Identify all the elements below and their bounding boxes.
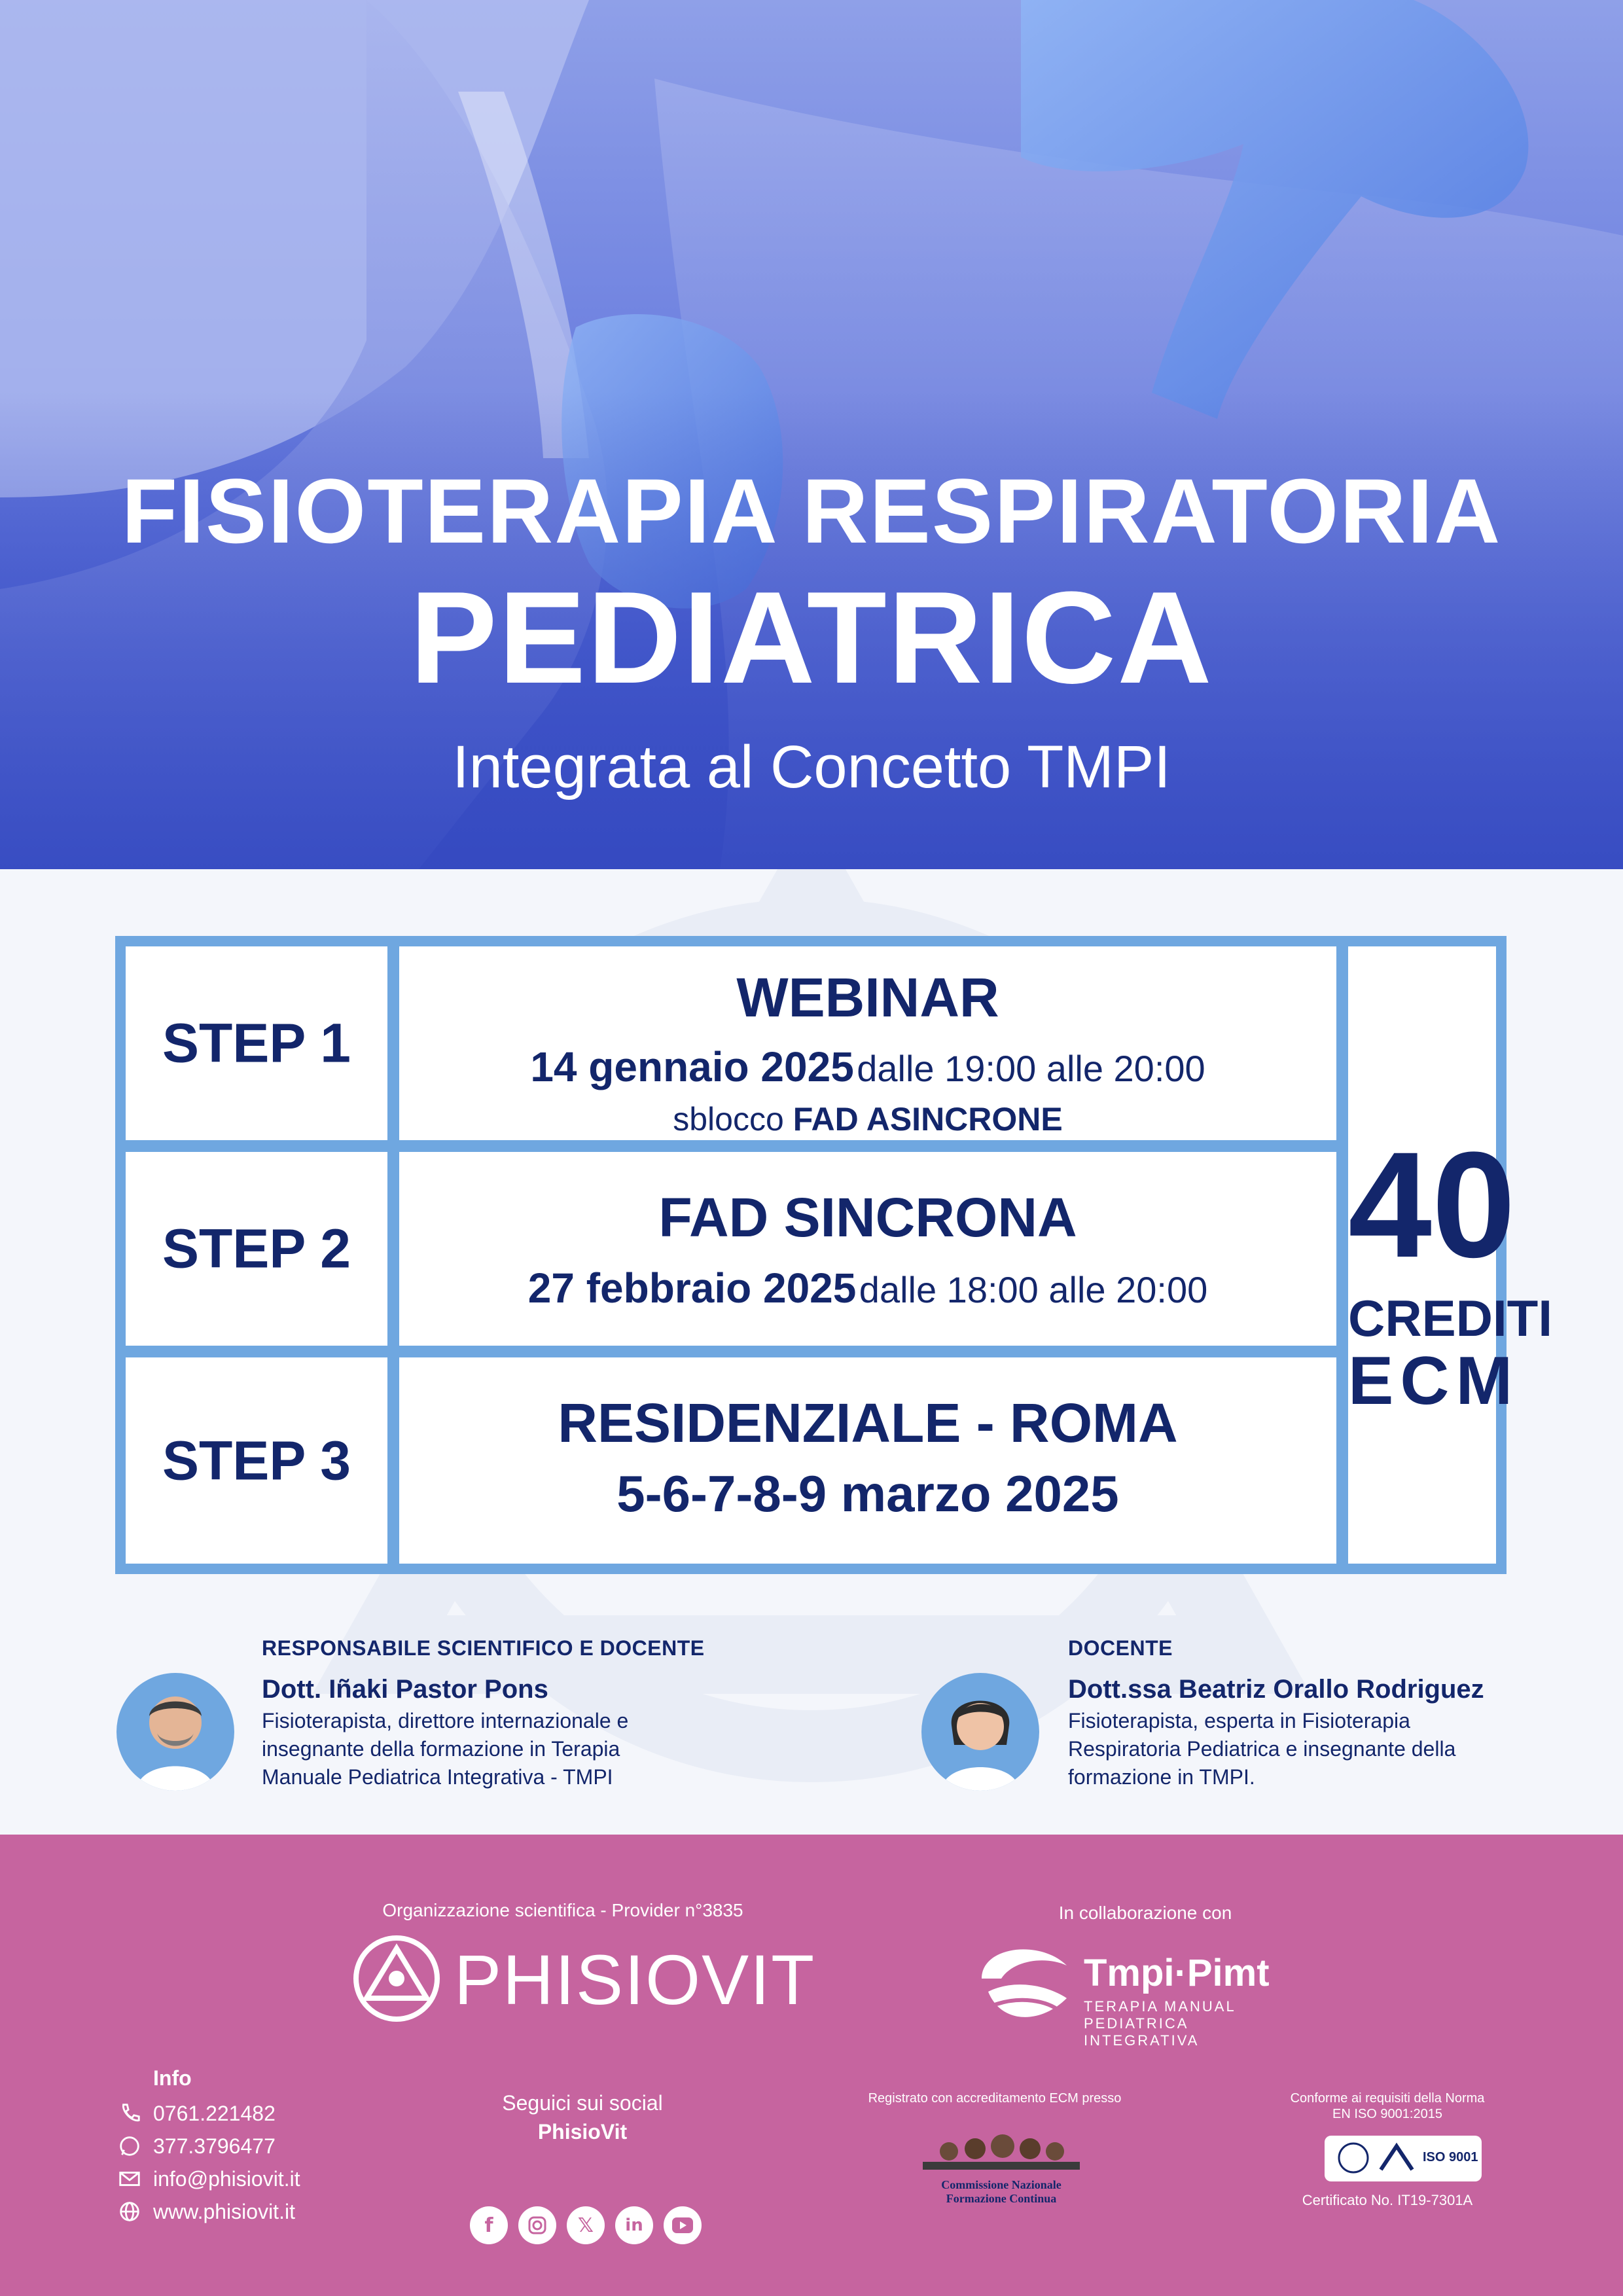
provider-label: Organizzazione scientifica - Provider n°3835 [382, 1900, 743, 1920]
teacher-1 [262, 1636, 705, 1792]
contact-block [115, 2066, 300, 2228]
email-icon [115, 2166, 144, 2191]
teacher-1-avatar [116, 1673, 234, 1791]
ecm-name-1: Commissione Nazionale [941, 2178, 1061, 2191]
tmpi-sub-1: TERAPIA MANUAL [1084, 1998, 1236, 2015]
step-2-cell [126, 1152, 387, 1346]
teacher-2-desc-line: formazione in TMPI. [1068, 1765, 1255, 1789]
step-1-note: FAD ASINCRONE [793, 1101, 1063, 1138]
teacher-2-name: Dott.ssa Beatriz Orallo Rodriguez [1068, 1675, 1484, 1704]
facebook-icon[interactable]: f [470, 2206, 508, 2244]
whatsapp-number[interactable]: 377.3796477 [153, 2134, 276, 2158]
teacher-2-desc-line: Fisioterapista, esperta in Fisioterapia [1068, 1709, 1410, 1732]
iso-label-1: Conforme ai requisiti della Norma [1290, 2091, 1485, 2106]
tmpi-logo-text: Tmpi·Pimt [1084, 1952, 1270, 1994]
website-link[interactable]: www.phisiovit.it [153, 2199, 295, 2223]
iso-badge-text: ISO 9001 [1423, 2150, 1478, 2164]
step-2-info [399, 1152, 1336, 1346]
collab-label: In collaborazione con [1058, 1903, 1232, 1923]
credits-cell [1348, 946, 1552, 1564]
teacher-1-desc-line: Manuale Pediatrica Integrativa - TMPI [262, 1765, 613, 1789]
step-3-date: 5-6-7-8-9 marzo 2025 [616, 1465, 1119, 1522]
iso-badge [1325, 2136, 1482, 2181]
teacher-1-desc-line: insegnante della formazione in Terapia [262, 1737, 620, 1761]
instagram-icon[interactable] [518, 2206, 556, 2244]
iso-label-2: EN ISO 9001:2015 [1332, 2107, 1442, 2121]
course-title-line1: FISIOTERAPIA RESPIRATORIA [121, 459, 1502, 562]
step-2-title: FAD SINCRONA [658, 1187, 1077, 1248]
tmpi-logo-icon [975, 1933, 1073, 2031]
credits-label: CREDITI [1348, 1289, 1552, 1347]
teacher-2-desc-line: Respiratoria Pediatrica e insegnante della [1068, 1737, 1456, 1761]
step-2-date: 27 febbraio 2025 [527, 1265, 857, 1312]
email-link[interactable]: info@phisiovit.it [153, 2166, 300, 2191]
youtube-icon[interactable] [664, 2206, 702, 2244]
teacher-2-avatar [921, 1673, 1039, 1791]
schedule-table [115, 936, 1552, 1574]
phisiovit-logo [351, 1933, 816, 2024]
social-label: Seguici sui social [502, 2091, 663, 2115]
hero-banner [0, 0, 1623, 869]
info-title: Info [153, 2066, 192, 2090]
social-icons [470, 2206, 702, 2244]
step-3-title: RESIDENZIALE - ROMA [558, 1392, 1178, 1454]
step-3-label: STEP 3 [162, 1429, 351, 1491]
step-1-time: dalle 19:00 alle 20:00 [857, 1048, 1205, 1089]
phone-number[interactable]: 0761.221482 [153, 2101, 276, 2125]
footer [0, 1835, 1623, 2296]
credits-ecm: ECM [1348, 1342, 1520, 1419]
ecm-label: Registrato con accreditamento ECM presso [868, 2091, 1122, 2106]
step-1-date: 14 gennaio 2025 [530, 1043, 854, 1090]
tmpi-logo [975, 1933, 1302, 2049]
linkedin-icon[interactable]: in [615, 2206, 653, 2244]
phisiovit-logo-text: PHISIOVIT [454, 1940, 816, 2019]
x-icon[interactable]: 𝕏 [567, 2206, 605, 2244]
step-3-cell [126, 1357, 387, 1564]
teacher-2 [1068, 1636, 1484, 1792]
step-3-info [399, 1357, 1336, 1564]
ecm-name-2: Formazione Continua [946, 2192, 1057, 2205]
whatsapp-icon [115, 2134, 144, 2159]
ecm-logo [923, 2129, 1080, 2208]
ecm-logo-figures [923, 2129, 1080, 2175]
certificate-number: Certificato No. IT19-7301A [1302, 2192, 1473, 2208]
step-1-cell [126, 946, 387, 1140]
teacher-1-role: RESPONSABILE SCIENTIFICO E DOCENTE [262, 1636, 705, 1660]
step-1-label: STEP 1 [162, 1012, 351, 1074]
course-subtitle: Integrata al Concetto TMPI [452, 734, 1171, 800]
phone-icon [115, 2101, 144, 2126]
globe-icon [115, 2199, 144, 2224]
tmpi-sub-2: PEDIATRICA INTEGRATIVA [1084, 2015, 1200, 2049]
step-2-label: STEP 2 [162, 1217, 351, 1280]
teacher-1-name: Dott. Iñaki Pastor Pons [262, 1675, 548, 1704]
teacher-2-role: DOCENTE [1068, 1636, 1173, 1660]
step-1-title: WEBINAR [736, 967, 999, 1028]
phisiovit-logo-icon [351, 1933, 442, 2024]
teacher-1-desc-line: Fisioterapista, direttore internazionale e [262, 1709, 629, 1732]
step-2-time: dalle 18:00 alle 20:00 [859, 1269, 1208, 1310]
social-name: PhisioVit [537, 2120, 628, 2144]
step-1-info [399, 946, 1336, 1140]
step-1-note-prefix: sblocco [673, 1101, 784, 1138]
course-title-line2: PEDIATRICA [410, 565, 1213, 711]
credits-number: 40 [1348, 1121, 1516, 1289]
